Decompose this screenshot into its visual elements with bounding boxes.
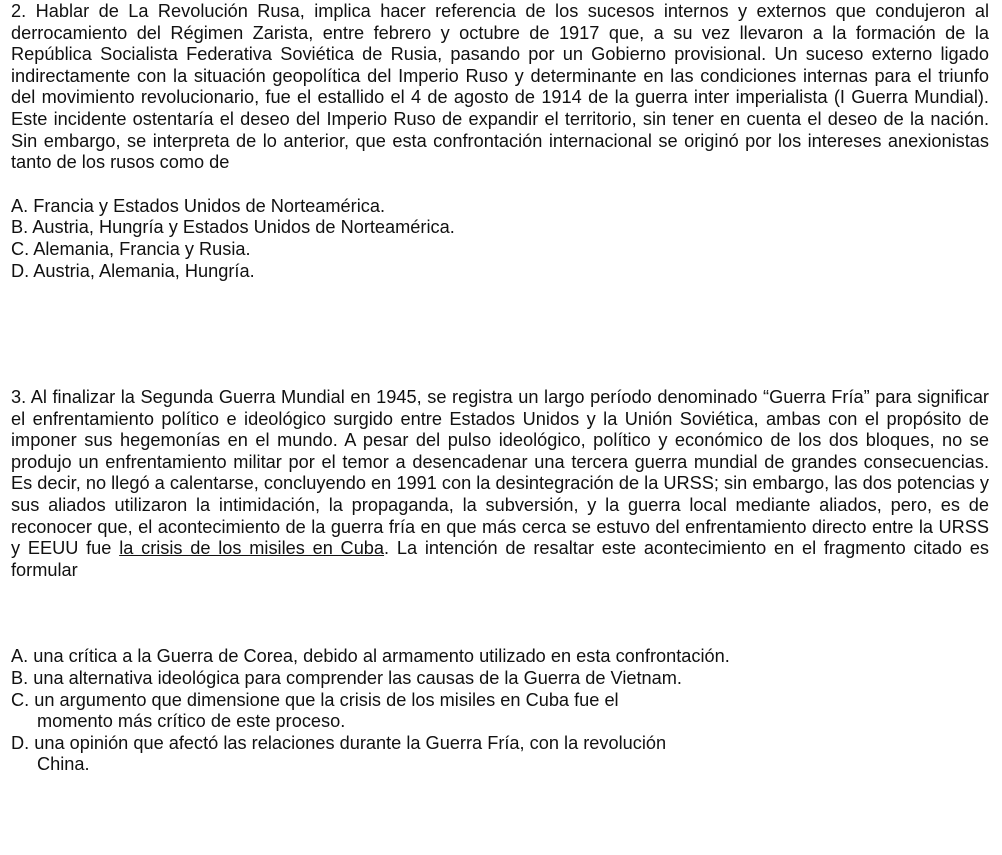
question-3-options xyxy=(11,646,989,776)
option-b: B. Austria, Hungría y Estados Unidos de Norteamérica. xyxy=(11,217,455,238)
question-2-stem: 2. Hablar de La Revolución Rusa, implica hacer referencia de los sucesos internos y externos que condujeron al derrocamiento del Régimen Zarista, entre febrero y octubre de 1917 que, a su vez llevaron a la formación de la República Socialista Federativa Soviética de Rusia, pasando por un Gobierno provisional. Un suceso externo ligado indirectamente con la situación geopolítica del Imperio Ruso y determinante en las condiciones internas para el triunfo del movimiento revolucionario, fue el estallido el 4 de agosto de 1914 de la guerra inter imperialista (I Guerra Mundial). Este incidente ostentaría el deseo del Imperio Ruso de expandir el territorio, sin tener en cuenta el deseo de la nación. Sin embargo, se interpreta de lo anterior, que esta confrontación internacional se originó por los intereses anexionistas tanto de los rusos como de xyxy=(11,1,989,173)
question-3-stem-text: 3. Al finalizar la Segunda Guerra Mundial en 1945, se registra un largo período denominado “Guerra Fría” para significar el enfrentamiento político e ideológico surgido entre Estados Unidos y la Unión Soviética, ambas con el propósito de imponer sus hegemonías en el mundo. A pesar del pulso ideológico, político y económico de los dos bloques, no se produjo un enfrentamiento militar por el temor a desencadenar una tercera guerra mundial de grandes consecuencias. Es decir, no llegó a calentarse, concluyendo en 1991 con la desintegración de la URSS; sin embargo, las dos potencias y sus aliados utilizaron la intimidación, la propaganda, la subversión, y la guerra local mediante aliados, pero, es de reconocer que, el acontecimiento de la guerra fría en que más cerca se estuvo del enfrentamiento directo entre la URSS y EEUU fue xyxy=(11,387,989,559)
option-a-text: A. una crítica a la Guerra de Corea, debido al armamento utilizado en esta confrontación. xyxy=(11,646,730,667)
option-c xyxy=(11,690,989,733)
question-3-stem xyxy=(11,387,989,581)
option-b-text: B. una alternativa ideológica para comprender las causas de la Guerra de Vietnam. xyxy=(11,667,682,688)
option-d-continuation: China. xyxy=(37,754,90,775)
option-c-text: C. un argumento que dimensione que la crisis de los misiles en Cuba fue el xyxy=(11,689,619,710)
option-d: D. Austria, Alemania, Hungría. xyxy=(11,260,255,281)
question-3 xyxy=(11,387,989,776)
option-c: C. Alemania, Francia y Rusia. xyxy=(11,238,251,259)
option-a xyxy=(11,646,989,668)
option-a: A. Francia y Estados Unidos de Norteamérica. xyxy=(11,195,386,216)
underlined-phrase: la crisis de los misiles en Cuba xyxy=(119,538,385,559)
option-d-text: D. una opinión que afectó las relaciones durante la Guerra Fría, con la revolución xyxy=(11,732,667,753)
question-3-stem-ending: . La intención de resaltar este acontecimiento en el fragmento citado es formular xyxy=(11,538,989,580)
question-2-options xyxy=(11,196,989,282)
option-c-continuation: momento más crítico de este proceso. xyxy=(37,711,346,732)
option-b xyxy=(11,668,989,690)
option-d xyxy=(11,733,989,776)
question-2 xyxy=(11,1,989,282)
